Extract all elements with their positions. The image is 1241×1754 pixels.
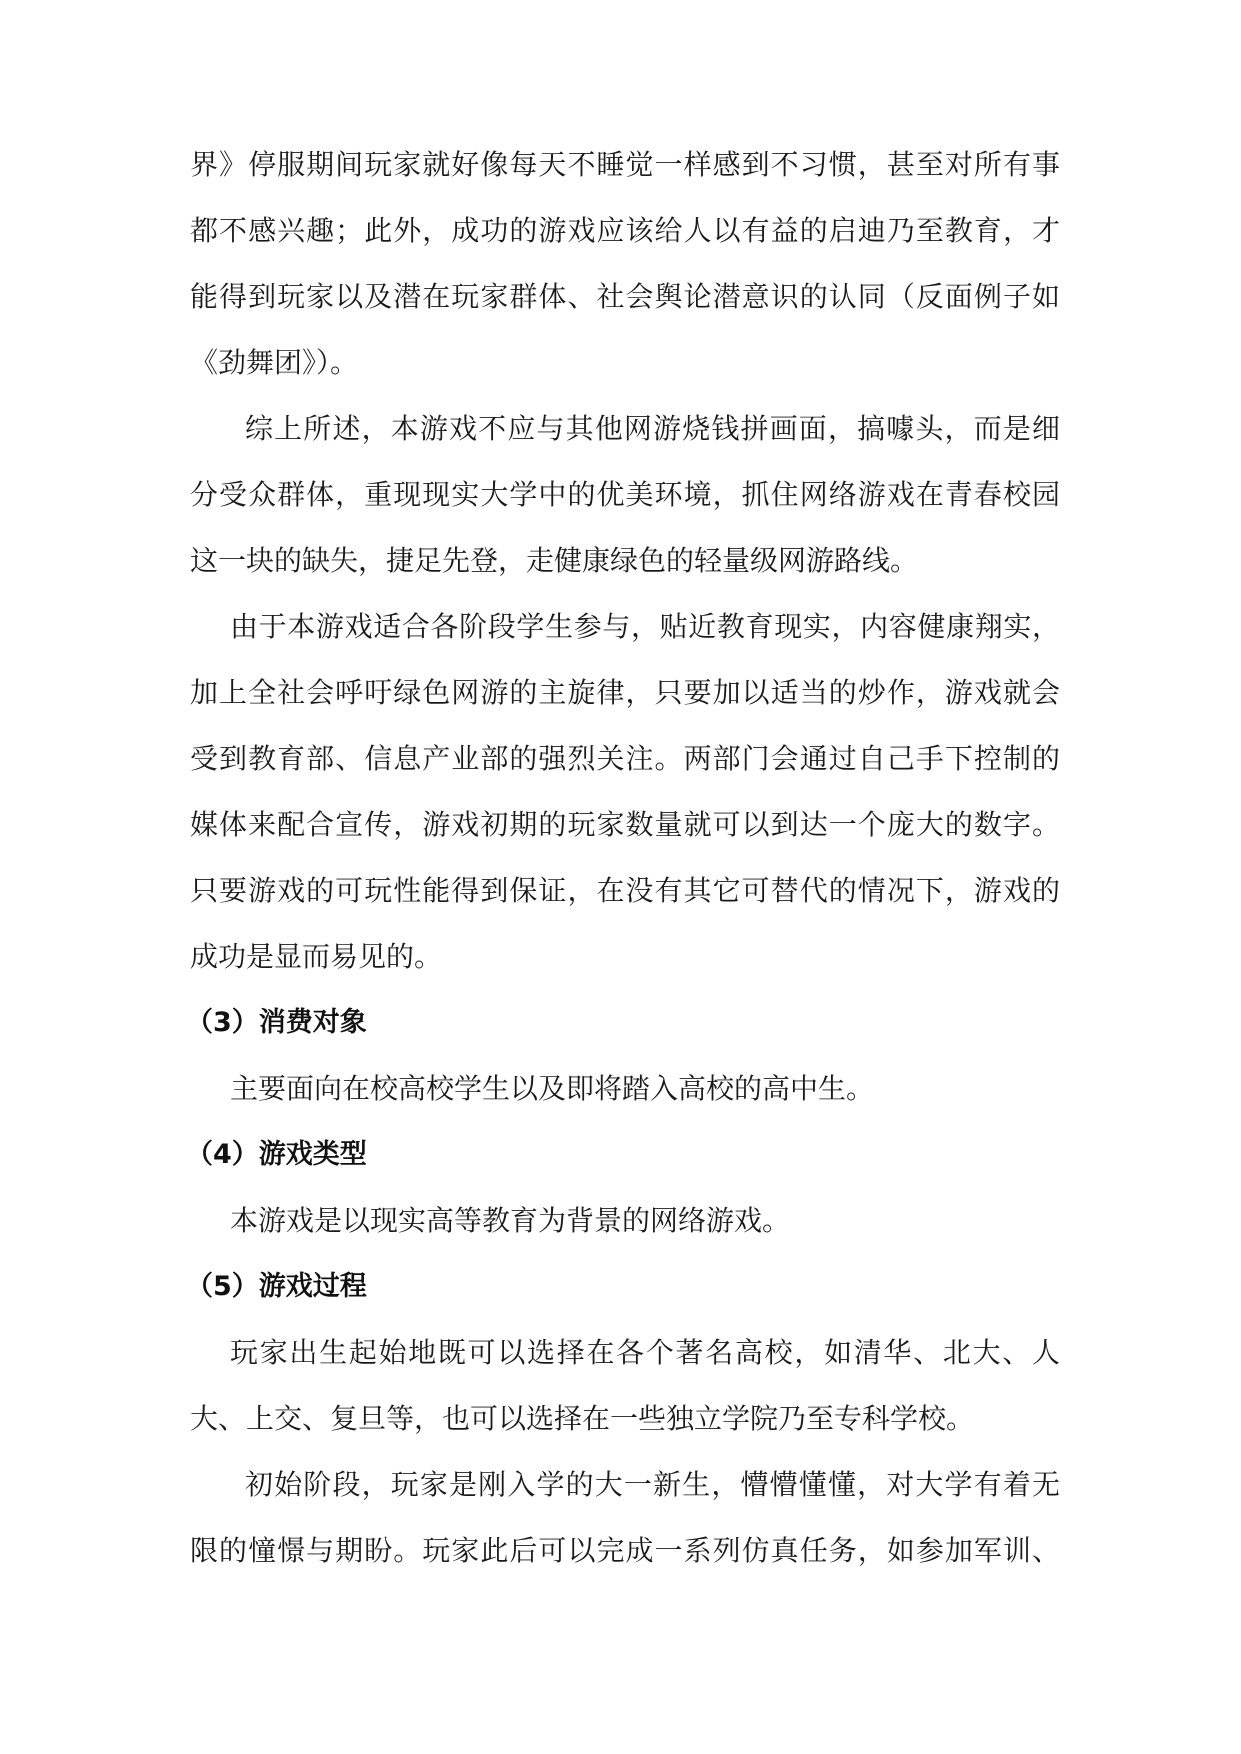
section-4-heading: （4）游戏类型 [186,1139,367,1170]
section-3-body: 主要面向在校高校学生以及即将踏入高校的高中生。 [230,1072,875,1105]
paragraph-3-line-4: 媒体来配合宣传，游戏初期的玩家数量就可以到达一个庞大的数字。 [190,808,1060,841]
paragraph-1-line-4: 《劲舞团》）。 [190,346,359,379]
paragraph-3-line-5: 只要游戏的可玩性能得到保证，在没有其它可替代的情况下，游戏的 [190,874,1060,907]
paragraph-1-line-1: 界》停服期间玩家就好像每天不睡觉一样感到不习惯，甚至对所有事 [190,148,1060,181]
paragraph-3-line-1: 由于本游戏适合各阶段学生参与，贴近教育现实，内容健康翔实， [230,610,1060,643]
section-5-paragraph-1-line-1: 玩家出生起始地既可以选择在各个著名高校，如清华、北大、人 [230,1336,1060,1369]
paragraph-1-line-3: 能得到玩家以及潜在玩家群体、社会舆论潜意识的认同（反面例子如 [190,280,1060,313]
paragraph-2-line-3: 这一块的缺失，捷足先登，走健康绿色的轻量级网游路线。 [190,544,919,577]
section-5-paragraph-2-line-1: 初始阶段，玩家是刚入学的大一新生，懵懵懂懂，对大学有着无 [245,1468,1060,1501]
paragraph-3-line-6: 成功是显而易见的。 [190,940,443,973]
paragraph-2-line-2: 分受众群体，重现现实大学中的优美环境，抓住网络游戏在青春校园 [190,478,1060,511]
paragraph-3-line-3: 受到教育部、信息产业部的强烈关注。两部门会通过自己手下控制的 [190,742,1060,775]
section-5-paragraph-1-line-2: 大、上交、复旦等，也可以选择在一些独立学院乃至专科学校。 [190,1402,975,1435]
section-5-heading: （5）游戏过程 [186,1271,367,1302]
paragraph-1-line-2: 都不感兴趣；此外，成功的游戏应该给人以有益的启迪乃至教育，才 [190,214,1060,247]
section-5-paragraph-2-line-2: 限的憧憬与期盼。玩家此后可以完成一系列仿真任务，如参加军训、 [190,1534,1060,1567]
paragraph-2-line-1: 综上所述，本游戏不应与其他网游烧钱拼画面，搞噱头，而是细 [245,412,1060,445]
paragraph-3-line-2: 加上全社会呼吁绿色网游的主旋律，只要加以适当的炒作，游戏就会 [190,676,1060,709]
section-4-body: 本游戏是以现实高等教育为背景的网络游戏。 [230,1204,791,1237]
section-3-heading: （3）消费对象 [186,1007,367,1038]
